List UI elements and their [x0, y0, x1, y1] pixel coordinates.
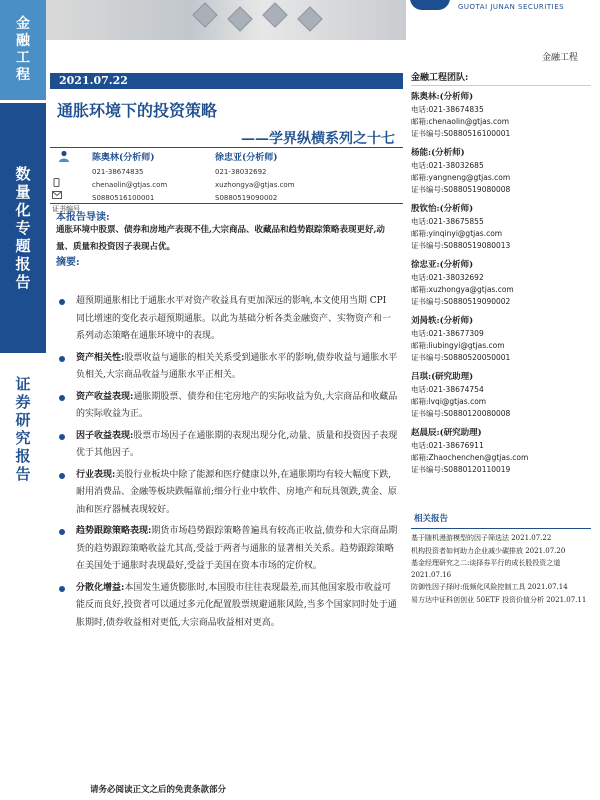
- logo-swirl-icon: [410, 0, 450, 10]
- analyst-cert-row: [411, 464, 591, 476]
- analyst-cert-row: [411, 240, 591, 252]
- top-banner: [46, 0, 406, 40]
- analyst-cert-label: 证书编号:: [411, 241, 444, 250]
- sidebar-char: 量: [15, 183, 31, 201]
- summary-bullet: [56, 293, 398, 346]
- analyst-card: [411, 426, 591, 476]
- analyst-cert: S0880520050001: [443, 353, 511, 362]
- analyst-phone-row: [411, 104, 591, 116]
- author-name: 徐忠亚(分析师): [215, 153, 278, 163]
- bullet-text: 股票收益与通胀的相关关系受到通胀水平的影响,债券收益与通胀水平负相关,大宗商品收益与通胀水平正相关。: [76, 352, 398, 380]
- team-list: [411, 90, 591, 476]
- related-report-link[interactable]: 基金经理研究之二:谈择券平行的成长股投资之道 2021.07.16: [411, 559, 561, 579]
- analyst-cert-label: 证书编号:: [411, 465, 444, 474]
- analyst-phone-label: 电话:: [411, 105, 429, 114]
- bullet-label: 资产收益表现:: [76, 391, 134, 402]
- analyst-email-label: 邮箱:: [411, 397, 429, 406]
- analyst-phone: 021-38032685: [428, 161, 484, 170]
- analyst-cert: S0880519090002: [443, 297, 511, 306]
- analyst-cert-row: [411, 296, 591, 308]
- sidebar-category-block: [0, 0, 46, 100]
- sidebar-char: 程: [16, 67, 30, 83]
- analyst-card: [411, 146, 591, 196]
- bullet-label: 趋势跟踪策略表现:: [76, 526, 152, 536]
- sidebar-char: 报: [15, 255, 31, 273]
- related-heading: 相关报告: [411, 508, 591, 529]
- page-subtitle: ——学界纵横系列之十七: [241, 131, 395, 147]
- page-title: 通胀环境下的投资策略: [57, 101, 218, 120]
- summary-bullet: [56, 428, 398, 463]
- analyst-phone-row: [411, 272, 591, 284]
- analyst-name: 赵晨辰:(研究助理): [411, 428, 482, 438]
- diamond-ornament-icon: [227, 6, 252, 31]
- sidebar-char: 券: [15, 392, 31, 411]
- sidebar-research-report-block: [0, 356, 46, 501]
- analyst-cert-label: 证书编号:: [411, 185, 444, 194]
- analyst-email-row: [411, 116, 591, 128]
- author-block: [52, 150, 402, 213]
- sidebar-char: 研: [15, 410, 31, 429]
- bullet-text: 本国发生通货膨胀时,本国股市往往表现最差,而其他国家股市收益可能反而良好,投资者可以通过多元化配置股票规避通胀风险,当多个国家同时处于通胀期时,债券收益相对更低,大宗商品收益相对更高。: [76, 582, 397, 628]
- analyst-cert: S0880519080013: [443, 241, 511, 250]
- analyst-email-row: [411, 396, 591, 408]
- author-email[interactable]: chenaolin@gtjas.com: [92, 181, 168, 189]
- analyst-email[interactable]: yangneng@gtjas.com: [428, 173, 511, 182]
- analyst-cert-row: [411, 408, 591, 420]
- guide-text: 通胀环境中股票、债券和房地产表现不佳,大宗商品、收藏品和趋势跟踪策略表现更好,动量、质量和投资因子表现占优。: [56, 225, 385, 252]
- phone-icon: [52, 178, 61, 187]
- email-icon: [52, 191, 62, 199]
- analyst-cert-row: [411, 184, 591, 196]
- author-card: [215, 150, 295, 207]
- analyst-name: 陈奥林:(分析师): [411, 92, 474, 102]
- author-phone: 021-38674835: [92, 168, 144, 176]
- analyst-phone: 021-38032692: [428, 273, 484, 282]
- company-logo: [410, 0, 600, 14]
- analyst-email-row: [411, 172, 591, 184]
- analyst-email-row: [411, 452, 591, 464]
- author-name: 陈奥林(分析师): [92, 153, 155, 163]
- analyst-phone-row: [411, 216, 591, 228]
- related-report-link[interactable]: 防御性因子择时:低频化风险控制工具 2021.07.14: [411, 583, 568, 591]
- related-report-link[interactable]: 基于随机漫游模型的因子筛选法 2021.07.22: [411, 534, 552, 542]
- analyst-cert-label: 证书编号:: [411, 353, 444, 362]
- divider: [50, 203, 403, 204]
- bullet-text: 超预期通胀相比于通胀水平对资产收益具有更加深远的影响,本文使用当期 CPI 同比增速的变化表示超预期通胀。以此为基础分析各类金融资产、实物资产和一系列动态策略在通胀环境中的表现。: [76, 296, 392, 341]
- analyst-name: 殷钦怡:(分析师): [411, 204, 474, 214]
- summary-bullet: [56, 467, 398, 520]
- date-bar: [50, 73, 403, 89]
- analyst-card: [411, 258, 591, 308]
- sidebar-char: 融: [16, 33, 30, 49]
- author-cert: S0880516100001: [92, 194, 155, 202]
- summary-heading: 摘要:: [56, 257, 80, 268]
- analyst-cert-row: [411, 128, 591, 140]
- report-date: 2021.07.22: [59, 74, 128, 87]
- summary-list: [56, 293, 398, 636]
- sidebar-char: 告: [15, 464, 31, 483]
- analyst-phone-row: [411, 160, 591, 172]
- diamond-ornament-icon: [297, 6, 322, 31]
- sidebar: [0, 0, 46, 800]
- diamond-ornament-icon: [192, 2, 217, 27]
- author-phone: 021-38032692: [215, 168, 267, 176]
- footer-disclaimer: 请务必阅读正文之后的免责条款部分: [90, 785, 227, 795]
- bullet-text: 股票市场因子在通胀期的表现出现分化,动量、质量和投资因子表现优于其他因子。: [76, 430, 398, 458]
- analyst-cert: S0880519080008: [443, 185, 511, 194]
- sidebar-char: 题: [15, 237, 31, 255]
- analyst-email-row: [411, 284, 591, 296]
- analyst-email[interactable]: liubingyi@gtjas.com: [428, 341, 505, 350]
- sidebar-char: 工: [16, 50, 30, 66]
- analyst-email-label: 邮箱:: [411, 285, 429, 294]
- author-email[interactable]: xuzhongya@gtjas.com: [215, 181, 295, 189]
- analyst-card: [411, 90, 591, 140]
- sidebar-char: 报: [15, 446, 31, 465]
- summary-bullet: [56, 389, 398, 424]
- author-cert: S0880519090002: [215, 194, 278, 202]
- analyst-cert: S0880120110019: [443, 465, 511, 474]
- analyst-phone: 021-38676911: [428, 441, 484, 450]
- analyst-phone-label: 电话:: [411, 385, 429, 394]
- analyst-name: 吕琪:(研究助理): [411, 372, 474, 382]
- team-heading: 金融工程团队:: [411, 70, 591, 86]
- analyst-name: 徐忠亚:(分析师): [411, 260, 474, 270]
- analyst-phone-row: [411, 328, 591, 340]
- bullet-text: 美股行业板块中除了能源和医疗健康以外,在通胀期均有较大幅度下跌,耐用消费品、金融等板块跌幅靠前;细分行业中软件、房地产和玩具领跌,黄金、原油和医疗器械表现较好。: [76, 469, 397, 515]
- analyst-email-label: 邮箱:: [411, 453, 429, 462]
- sidebar-char: 证: [15, 374, 31, 393]
- bullet-label: 分散化增益:: [76, 582, 125, 593]
- analyst-email[interactable]: chenaolin@gtjas.com: [428, 117, 510, 126]
- sidebar-char: 究: [15, 428, 31, 447]
- analyst-phone: 021-38674754: [428, 385, 484, 394]
- bullet-label: 因子收益表现:: [76, 430, 134, 441]
- sidebar-char: 数: [15, 165, 31, 183]
- diamond-ornament-icon: [262, 2, 287, 27]
- analyst-card: [411, 314, 591, 364]
- analyst-cert-label: 证书编号:: [411, 129, 444, 138]
- analyst-cert-row: [411, 352, 591, 364]
- summary-bullet: [56, 580, 398, 633]
- analyst-phone-label: 电话:: [411, 273, 429, 282]
- analyst-cert: S0880516100001: [443, 129, 511, 138]
- analyst-email-label: 邮箱:: [411, 173, 429, 182]
- bullet-label: 资产相关性:: [76, 352, 125, 363]
- analyst-phone-label: 电话:: [411, 441, 429, 450]
- analyst-phone: 021-38677309: [428, 329, 484, 338]
- author-card: [92, 150, 167, 207]
- related-report-link[interactable]: 机构投资者如何助力企业减少碳排放 2021.07.20: [411, 546, 566, 555]
- analyst-phone-label: 电话:: [411, 217, 429, 226]
- analyst-phone: 021-38675855: [428, 217, 484, 226]
- sidebar-char: 专: [15, 219, 31, 237]
- analyst-card: [411, 202, 591, 252]
- analyst-email[interactable]: yinqinyi@gtjas.com: [428, 229, 503, 238]
- summary-bullet: [56, 523, 398, 576]
- related-list: [411, 533, 591, 606]
- bullet-label: 行业表现:: [76, 469, 116, 480]
- analyst-cert-label: 证书编号:: [411, 297, 444, 306]
- sidebar-char: 告: [15, 273, 31, 291]
- analyst-name: 杨能:(分析师): [411, 148, 465, 158]
- analyst-email-label: 邮箱:: [411, 117, 429, 126]
- analyst-email[interactable]: xuzhongya@gtjas.com: [428, 285, 514, 294]
- sidebar-char: 金: [16, 16, 30, 32]
- sidebar-report-type-block: [0, 103, 46, 353]
- analyst-cert-label: 证书编号:: [411, 409, 444, 418]
- divider: [50, 147, 403, 148]
- analyst-phone-label: 电话:: [411, 329, 429, 338]
- analyst-email-label: 邮箱:: [411, 229, 429, 238]
- logo-text: GUOTAI JUNAN SECURITIES: [458, 3, 565, 11]
- related-reports: [411, 508, 591, 607]
- guide-heading: 本报告导读:: [56, 212, 110, 223]
- analyst-name: 刘昺轶:(分析师): [411, 316, 474, 326]
- related-report-link[interactable]: 易方达中证科创创业 50ETF 投资价值分析 2021.07.11: [411, 595, 587, 604]
- summary-bullet: [56, 350, 398, 385]
- analyst-phone-row: [411, 384, 591, 396]
- team-panel: [411, 70, 591, 482]
- header-category-tag: 金融工程: [541, 53, 578, 63]
- analyst-email-label: 邮箱:: [411, 341, 429, 350]
- analyst-email-row: [411, 340, 591, 352]
- analyst-cert: S0880120080008: [443, 409, 511, 418]
- cert-label: 证书编号: [52, 205, 80, 213]
- analyst-email[interactable]: Zhaochenchen@gtjas.com: [428, 453, 529, 462]
- analyst-phone-row: [411, 440, 591, 452]
- analyst-email[interactable]: lvqi@gtjas.com: [428, 397, 487, 406]
- sidebar-char: 化: [15, 201, 31, 219]
- analyst-email-row: [411, 228, 591, 240]
- analyst-phone-label: 电话:: [411, 161, 429, 170]
- analyst-phone: 021-38674835: [428, 105, 484, 114]
- analyst-card: [411, 370, 591, 420]
- bullet-text: 通胀期股票、债券和住宅房地产的实际收益为负,大宗商品和收藏品的实际收益为正。: [76, 391, 398, 419]
- bullet-text: 期货市场趋势跟踪策略普遍具有较高正收益,债券和大宗商品期货的趋势跟踪策略收益尤其高,受益于两者与通胀的显著相关关系。趋势跟踪策略在美国处于通胀时表现最好,受益于美国在资本市场的定价权。: [76, 526, 398, 571]
